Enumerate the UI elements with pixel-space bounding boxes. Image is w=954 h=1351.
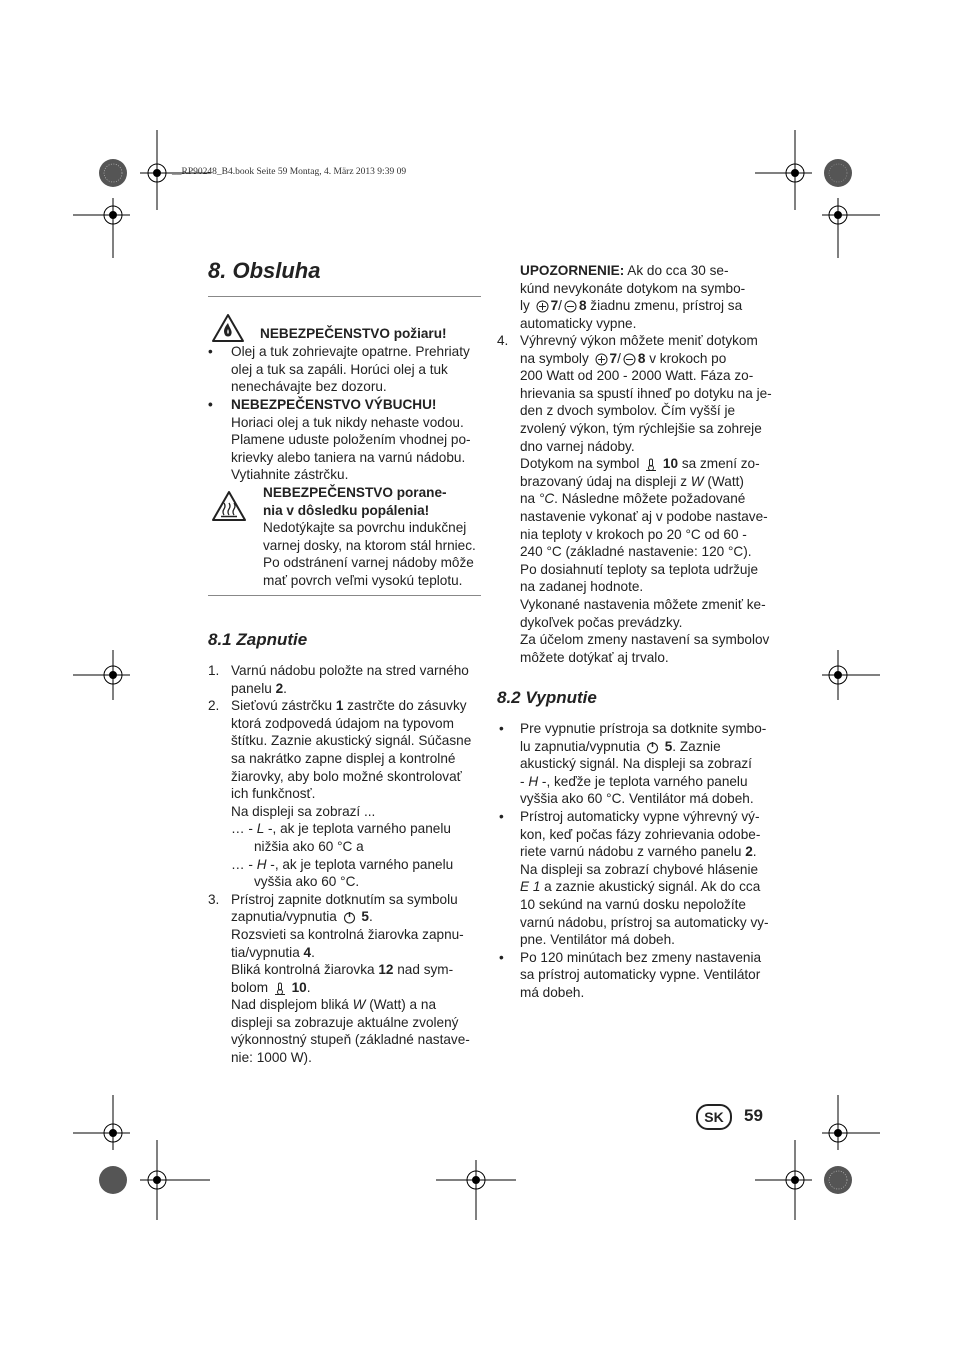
ref-number: 4 (303, 944, 312, 960)
text-line: lu zapnutia/vypnutia (520, 738, 644, 754)
text-line: v krokoch po (645, 350, 727, 366)
ref-number: 7 (550, 298, 559, 314)
text-line: nia teploty v krokoch po 20 °C od 60 - (520, 526, 747, 542)
temperature-icon (645, 458, 657, 471)
text-line: -, ak je teplota varného panelu (266, 856, 454, 872)
text-line: den z dvoch symbolov. Čím vyšší je (520, 403, 736, 419)
text-line: výkonnostný stupeň (základné nastave- (231, 1032, 470, 1048)
page-title: 8. Obsluha (208, 258, 321, 283)
text-line: žiadnu zmenu, prístroj sa (586, 298, 743, 314)
minus-icon (564, 300, 577, 313)
text-line: … - (231, 856, 257, 872)
item-number: 2. (208, 698, 220, 714)
list-8-1 (208, 662, 488, 1067)
text-line: olej a tuk sa zapáli. Horúci olej a tuk (231, 361, 448, 377)
burn-heading: NEBEZPEČENSTVO porane- (263, 485, 447, 500)
text-line: automaticky vypne. (520, 315, 637, 331)
text-line: . (283, 680, 287, 696)
fire-heading: NEBEZPEČENSTVO požiaru! (260, 326, 447, 341)
text-line: Na displeji sa zobrazí ... (231, 803, 376, 819)
bullet: • (499, 949, 504, 965)
ref-number: 12 (378, 962, 394, 978)
bullet: • (499, 808, 504, 824)
section-rule (208, 595, 481, 596)
text-line: / (558, 298, 562, 314)
text-line: (Watt) a na (365, 997, 437, 1013)
ref-number: 5 (361, 909, 369, 925)
text-line: na symboly (520, 350, 593, 366)
text-line: štítku. Zaznie akustický signál. Súčasne (231, 733, 472, 749)
list-8-2 (497, 720, 782, 1002)
explosion-block (231, 396, 486, 484)
text-line: Plamene uduste položením vhodnej po- (231, 432, 471, 448)
text-line: nižšia ako 60 °C a (254, 838, 364, 854)
plus-icon (595, 353, 608, 366)
text-line: brazovaný údaj na displeji z (520, 473, 691, 489)
text-line: Ak do cca 30 se- (624, 263, 729, 278)
text-line: Dotykom na symbol (520, 456, 644, 472)
text-line: vyššia ako 60 °C. Ventilátor má dobeh. (520, 791, 754, 807)
text-line: -, ak je teplota varného panelu (264, 821, 451, 837)
section-heading-8-1: 8.1 Zapnutie (208, 630, 308, 649)
explosion-heading: NEBEZPEČENSTVO VÝBUCHU! (231, 397, 437, 412)
text-line: . Zaznie (672, 738, 721, 754)
text-line: na (520, 491, 539, 507)
fire-warning-icon (211, 313, 245, 343)
text-line: panelu (231, 680, 276, 696)
text-line: . (306, 979, 311, 995)
language-badge: SK (696, 1104, 732, 1130)
fire-bullet-text (231, 343, 486, 396)
text-line: žiarovky, aby bolo možné skontrolovať (231, 768, 462, 784)
ref-number: 5 (664, 738, 673, 754)
item-number: 3. (208, 891, 220, 907)
file-info: __RP90248_B4.book Seite 59 Montag, 4. März 2013 9:39 09 (172, 167, 407, 177)
power-icon (343, 911, 356, 924)
text-line: vyššia ako 60 °C. (254, 874, 360, 890)
text-line: varnú nádobu, prístroj sa automaticky vy- (520, 914, 769, 930)
text-line: môžete dotýkať aj trvalo. (520, 649, 669, 665)
text-line: Výhrevný výkon môžete meniť dotykom (520, 333, 758, 348)
text-line: Na displeji sa zobrazí chybové hlásenie (520, 861, 759, 877)
text-line: Nad displejom bliká (231, 997, 353, 1013)
text-line: Rozsvieti sa kontrolná žiarovka zapnu- (231, 926, 464, 942)
unit-symbol: W (352, 997, 366, 1013)
text-line: riete varnú nádobu z varného panelu (520, 844, 746, 860)
text-line: -, keďže je teplota varného panelu (538, 773, 748, 789)
ref-number: 10 (662, 456, 679, 472)
text-line: zvolený výkon, tým rýchlejšie sa zohreje (520, 420, 762, 436)
text-line: 200 Watt od 200 - 2000 Watt. Fáza zo- (520, 368, 754, 384)
note-label: UPOZORNENIE: (520, 263, 625, 278)
text-line: sa nakrátko zapne displej a kontrolné (231, 750, 456, 766)
text-line: a zaznie akustický signál. Ak do cca (540, 879, 761, 895)
text-line: Nedotýkajte sa povrchu indukčnej (263, 520, 467, 536)
item-number: 4. (497, 333, 509, 348)
text-line: . Následne môžete požadované (554, 491, 746, 507)
bullet: • (208, 344, 213, 359)
text-line: tia/vypnutia (231, 944, 304, 960)
text-line: kúnd nevykonáte dotykom na symbo- (520, 280, 746, 296)
ref-number: 2 (745, 844, 753, 860)
unit-symbol: W (690, 473, 704, 489)
ref-number: 8 (637, 350, 646, 366)
text-line: Po 120 minútach bez zmeny nastavenia (520, 949, 762, 965)
hot-surface-warning-icon (211, 490, 247, 522)
bullet: • (499, 721, 504, 736)
text-line: . (311, 944, 315, 960)
text-line: ktorá zodpovedá údajom na typovom (231, 715, 454, 731)
text-line: pne. Ventilátor má dobeh. (520, 932, 675, 948)
text-line: Po odstránení varnej nádoby môže (263, 555, 474, 571)
text-line: nad sym- (393, 962, 454, 978)
text-line: nie: 1000 W). (231, 1050, 312, 1066)
unit-symbol: °C (538, 491, 555, 507)
item-number: 1. (208, 663, 220, 678)
ref-number: 10 (291, 979, 307, 995)
page-number: 59 (744, 1106, 763, 1125)
text-line: kon, keď počas fázy zohrievania odobe- (520, 826, 761, 842)
ref-number: 7 (609, 350, 618, 366)
burn-heading: nia v dôsledku popálenia! (263, 502, 430, 518)
bullet: • (208, 397, 213, 412)
text-line: akustický signál. Na displeji sa zobrazí (520, 756, 752, 772)
text-line: … - (231, 821, 257, 837)
power-icon (646, 741, 659, 754)
display-code: H (256, 856, 267, 872)
text-line: Po dosiahnutí teploty sa teplota udržuje (520, 561, 759, 577)
text-line: 10 sekúnd na varnú dosku nepoložíte (520, 896, 746, 912)
text-line: Vytiahnite zástrčku. (231, 467, 349, 483)
text-line: 240 °C (základné nastavenie: 120 °C). (520, 544, 752, 560)
text-line: bolom (231, 979, 272, 995)
display-code: H (528, 773, 539, 789)
text-line: / (617, 350, 621, 366)
text-line: zapnutia/vypnutia (231, 909, 341, 925)
text-line: sa zmení zo- (678, 456, 760, 472)
text-line: má dobeh. (520, 984, 585, 1000)
text-line: Olej a tuk zohrievajte opatrne. Prehriaty (231, 344, 470, 359)
ref-number: 8 (578, 298, 587, 314)
text-line: ich funkčnosť. (231, 786, 316, 802)
text-line: dno varnej nádoby. (520, 438, 635, 454)
text-line: varnej dosky, na ktorom stál hrniec. (263, 537, 476, 553)
burn-block (263, 484, 483, 590)
text-line: displeji sa zobrazuje aktuálne zvolený (231, 1014, 459, 1030)
text-line: Vykonané nastavenia môžete zmeniť ke- (520, 596, 766, 612)
text-line: Prístroj zapnite dotknutím sa symbolu (231, 891, 458, 907)
text-line: nenechávajte bez dozoru. (231, 379, 387, 395)
ref-number: 2 (275, 680, 284, 696)
text-line: Prístroj automaticky vypne výhrevný vý- (520, 808, 760, 824)
text-line: . (368, 909, 373, 925)
minus-icon (623, 353, 636, 366)
text-line: na zadanej hodnote. (520, 579, 644, 595)
text-line: sa prístroj automaticky vypne. Ventilátor (520, 967, 761, 983)
text-line: Za účelom zmeny nastavení sa symbolov (520, 632, 770, 648)
text-line: hrievania sa spustí ihneď po dotyku na je- (520, 385, 772, 401)
temperature-icon (274, 982, 286, 995)
title-rule (208, 296, 481, 297)
text-line: Pre vypnutie prístroja sa dotknite symbo- (520, 721, 767, 736)
item-4-block (497, 332, 782, 666)
display-code: E 1 (520, 879, 541, 895)
ref-number: 1 (335, 698, 344, 714)
text-line: Horiaci olej a tuk nikdy nehaste vodou. (231, 414, 464, 430)
display-code: L (256, 821, 265, 837)
section-heading-8-2: 8.2 Vypnutie (497, 688, 597, 707)
text-line: Sieťovú zástrčku (231, 698, 336, 714)
plus-icon (536, 300, 549, 313)
note-block (520, 262, 780, 332)
text-line: zastrčte do zásuvky (343, 698, 467, 714)
text-line: (Watt) (703, 473, 744, 489)
text-line: nastavenie vykonať aj v podobe nastave- (520, 508, 768, 524)
text-line: mať povrch veľmi vysokú teplotu. (263, 572, 463, 588)
text-line: . (752, 844, 757, 860)
text-line: dykoľvek počas prevádzky. (520, 614, 683, 630)
text-line: krievky alebo taniera na varnú nádobu. (231, 449, 466, 465)
text-line: - (520, 773, 529, 789)
text-line: Bliká kontrolná žiarovka (231, 962, 379, 978)
text-line: Varnú nádobu položte na stred varného (231, 663, 469, 678)
text-line: ly (520, 298, 534, 314)
